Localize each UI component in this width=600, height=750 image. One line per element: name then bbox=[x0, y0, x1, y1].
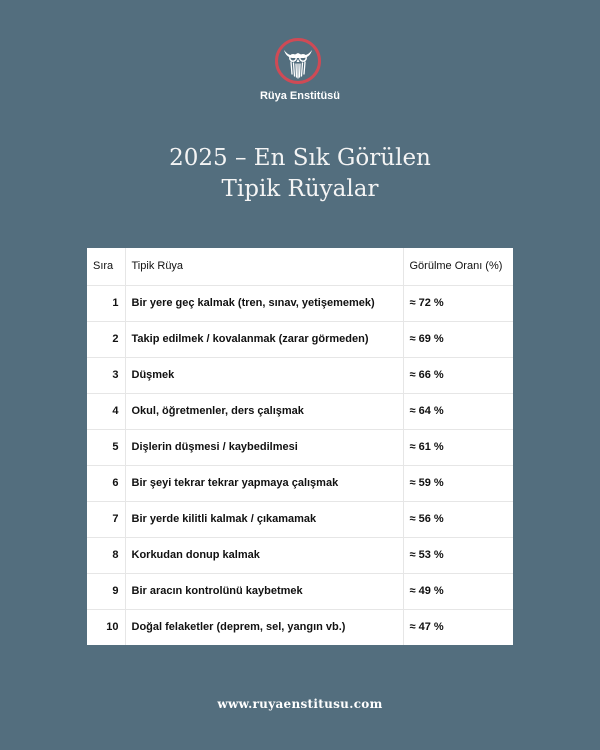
table-row bbox=[87, 465, 513, 501]
dream-cell: Doğal felaketler (deprem, sel, yangın vb.) bbox=[125, 609, 403, 645]
table-row bbox=[87, 537, 513, 573]
table-row bbox=[87, 321, 513, 357]
table-header-row bbox=[87, 248, 513, 285]
rate-cell: ≈ 59 % bbox=[403, 465, 513, 501]
dream-cell: Bir şeyi tekrar tekrar yapmaya çalışmak bbox=[125, 465, 403, 501]
rate-cell: ≈ 69 % bbox=[403, 321, 513, 357]
table-row bbox=[87, 357, 513, 393]
table-row bbox=[87, 429, 513, 465]
rate-cell: ≈ 72 % bbox=[403, 285, 513, 321]
rate-cell: ≈ 53 % bbox=[403, 537, 513, 573]
rate-cell: ≈ 66 % bbox=[403, 357, 513, 393]
header-rank: Sıra bbox=[87, 248, 125, 285]
rank-cell: 2 bbox=[87, 321, 125, 357]
brand-name: Rüya Enstitüsü bbox=[259, 90, 341, 102]
rank-cell: 6 bbox=[87, 465, 125, 501]
rate-cell: ≈ 56 % bbox=[403, 501, 513, 537]
header-dream: Tipik Rüya bbox=[125, 248, 403, 285]
brand-logo bbox=[0, 0, 600, 110]
dream-cell: Düşmek bbox=[125, 357, 403, 393]
table-row bbox=[87, 393, 513, 429]
rank-cell: 5 bbox=[87, 429, 125, 465]
title-line-1: 2025 – En Sık Görülen bbox=[169, 145, 431, 171]
table-row bbox=[87, 501, 513, 537]
rank-cell: 7 bbox=[87, 501, 125, 537]
rank-cell: 3 bbox=[87, 357, 125, 393]
table-row bbox=[87, 285, 513, 321]
rank-cell: 10 bbox=[87, 609, 125, 645]
header-rate: Görülme Oranı (%) bbox=[403, 248, 513, 285]
dream-cell: Takip edilmek / kovalanmak (zarar görmeden) bbox=[125, 321, 403, 357]
dream-cell: Okul, öğretmenler, ders çalışmak bbox=[125, 393, 403, 429]
rank-cell: 9 bbox=[87, 573, 125, 609]
website-url: www.ruyaenstitusu.com bbox=[217, 697, 383, 711]
dream-cell: Dişlerin düşmesi / kaybedilmesi bbox=[125, 429, 403, 465]
dream-cell: Bir yerde kilitli kalmak / çıkamamak bbox=[125, 501, 403, 537]
rate-cell: ≈ 61 % bbox=[403, 429, 513, 465]
dream-cell: Bir aracın kontrolünü kaybetmek bbox=[125, 573, 403, 609]
dream-cell: Korkudan donup kalmak bbox=[125, 537, 403, 573]
dreams-table bbox=[87, 248, 513, 645]
table-row bbox=[87, 573, 513, 609]
rank-cell: 4 bbox=[87, 393, 125, 429]
dream-cell: Bir yere geç kalmak (tren, sınav, yetişememek) bbox=[125, 285, 403, 321]
rank-cell: 8 bbox=[87, 537, 125, 573]
title-line-2: Tipik Rüyalar bbox=[221, 176, 379, 202]
rate-cell: ≈ 64 % bbox=[403, 393, 513, 429]
rate-cell: ≈ 47 % bbox=[409, 621, 444, 634]
rank-cell: 1 bbox=[87, 285, 125, 321]
rate-cell: ≈ 49 % bbox=[403, 573, 513, 609]
page-title bbox=[0, 143, 600, 205]
table-row bbox=[87, 609, 513, 645]
owl-logo-icon bbox=[275, 38, 321, 84]
